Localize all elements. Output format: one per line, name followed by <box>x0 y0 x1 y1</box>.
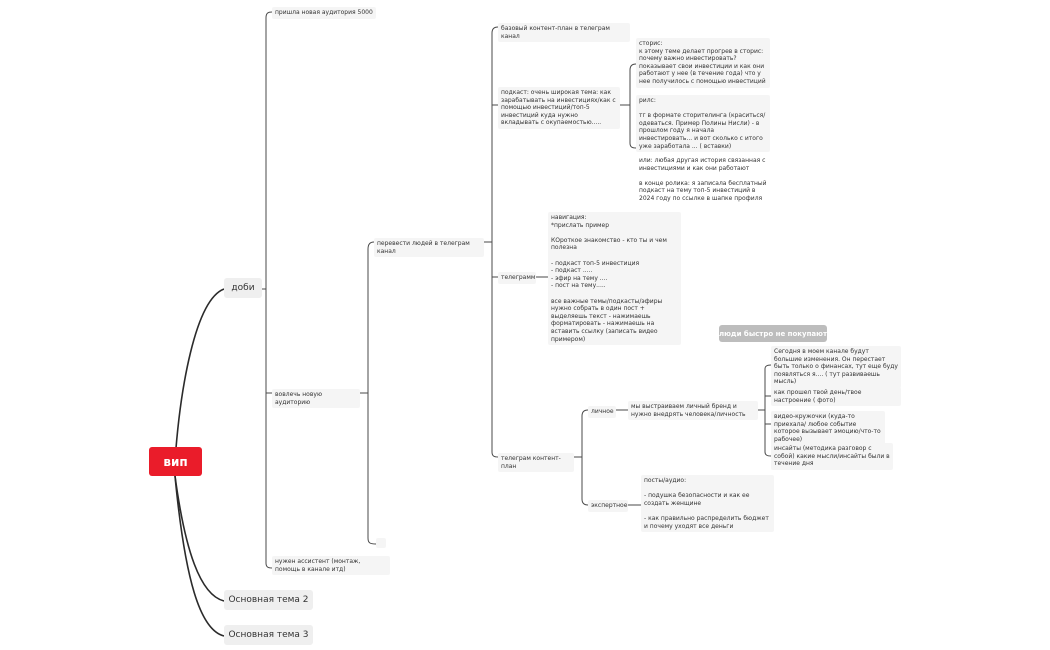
link-root-topic3 <box>175 476 224 636</box>
root-node-vip[interactable]: вип <box>149 447 202 476</box>
node-reels[interactable]: рилс: тг в формате сторителинга (краситься/одеваться. Пример Полины Нисли) - в прошлом году я начала инвестировать... и вот сколько с итого уже заработала ... ( вставки) <box>636 95 770 152</box>
node-personal-brand[interactable]: мы выстраиваем личный бренд и нужно внедрять человека/личность <box>628 401 758 420</box>
main-topic-dobi[interactable]: доби <box>224 278 262 298</box>
node-insights[interactable]: инсайты (методика разговор с собой) какие мысли/инсайты были в течение дня <box>771 443 893 470</box>
node-video-circles[interactable]: видео-кружочки (куда-то приехала/ любое событие которое вызывает эмоцию/что-то рабочее) <box>771 411 885 445</box>
node-posts-audio[interactable]: посты/аудио: - подушка безопасности и как ее создать женщине - как правильно распределить бюджет и почему уходят все деньги <box>641 475 774 532</box>
node-telegram[interactable]: телеграмм <box>498 272 536 284</box>
node-base-content-plan[interactable]: базовый контент-план в телеграм канал <box>498 23 630 42</box>
node-stories[interactable]: сторис: к этому теме делает прогрев в сторис: почему важно инвестировать? показывает свои инвестиции и как они работают у нее (в течение года) что у нее получилось с помощью инвестиций <box>636 38 770 88</box>
node-your-day[interactable]: как прошел твой день/твое настроение ( фото) <box>771 387 901 406</box>
node-or-story[interactable]: или: любая другая история связанная с инвестициями и как они работают в конце ролика: я записала бесплатный подкаст на тему топ-5 инвестиций в 2024 году по ссылке в шапке профиля <box>639 157 767 202</box>
main-topic-3[interactable]: Основная тема 3 <box>224 625 313 645</box>
node-migrate-telegram[interactable]: перевести людей в телеграм канал <box>374 238 484 257</box>
node-personal[interactable]: личное <box>588 406 616 418</box>
main-topic-2[interactable]: Основная тема 2 <box>224 590 313 610</box>
node-today-changes[interactable]: Сегодня в моем канале будут большие изменения. Он перестает быть только о финансах, тут еще буду появляться я.... ( тут развиваешь мысль) <box>771 346 901 388</box>
link-root-dobi <box>175 289 224 461</box>
node-podcast[interactable]: подкаст: очень широкая тема: как зарабатывать на инвестициях/как с помощью инвестиций/топ-5 инвестиций куда нужно вкладывать с окупаемостью..... <box>498 87 620 129</box>
tag-people-dont-buy-fast[interactable]: люди быстро не покупают <box>719 325 827 342</box>
node-engage-audience[interactable]: вовлечь новую аудиторию <box>272 389 360 408</box>
node-telegram-content-plan[interactable]: телеграм контент-план <box>498 453 574 472</box>
node-expert[interactable]: экспертное <box>588 500 628 512</box>
node-new-audience[interactable]: пришла новая аудитория 5000 <box>272 7 376 19</box>
node-assistant[interactable]: нужен ассистент (монтаж, помощь в канале итд) <box>272 556 390 575</box>
node-empty[interactable] <box>376 538 386 548</box>
node-navigation[interactable]: навигация: *прислать пример КОроткое знакомство - кто ты и чем полезна - подкаст топ-5 инвестиция - подкаст ..... - эфир на тему .... - пост на тему..... все важные темы/подкасты/эфиры нужно собрать в один пост + выделяешь текст - нажимаешь форматировать - нажимаешь на вставить ссылку (записать видео примером) <box>548 212 681 345</box>
